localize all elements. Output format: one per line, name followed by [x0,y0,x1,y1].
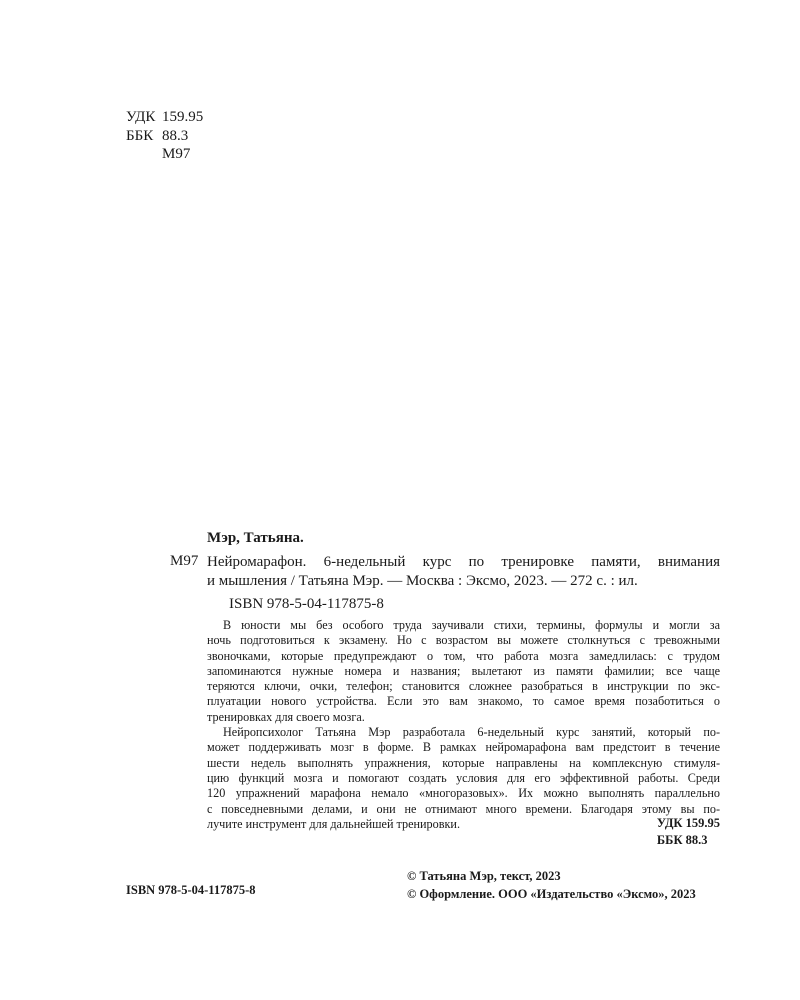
cutter-line [126,145,203,164]
bbk-label: ББК [126,127,154,144]
udk-right-line: УДК 159.95 [656,816,720,830]
annotation-line: шести недель выполнять упражнения, которые направлены на комплексную стимуля- [207,755,720,770]
annotation-line: лучите инструмент для дальнейшей тренировки. [207,816,460,831]
annotation-line: плуатации нового устройства. Если это вам знакомо, то самое время позаботиться о [207,694,720,709]
isbn-bottom: ISBN 978-5-04-117875-8 [126,883,256,897]
annotation-line: может поддерживать мозг в форме. В рамках нейромарафона вам предстоит в течение [207,740,720,755]
udc-bbk-right [657,815,720,849]
annotation-text [207,618,720,832]
title-description [207,553,720,591]
annotation-line: 120 упражнений марафона немало «многоразовых». Их можно выполнять параллельно [207,786,720,801]
entry-isbn: ISBN 978-5-04-117875-8 [229,596,384,612]
copyright-design: © Оформление. ООО «Издательство «Эксмо», 2023 [407,887,696,901]
author-heading: Мэр, Татьяна. [207,530,304,546]
copyright-text: © Татьяна Мэр, текст, 2023 [407,869,561,883]
copyright-block [407,867,696,903]
annotation-line: с повседневными делами, и они не отнимают много времени. Благодаря этому вы по- [207,801,720,816]
annotation-line: звоночками, которые предупреждают о том, что работа мозга замедлилась: с трудом [207,648,720,663]
annotation-line: тренировках для своего мозга. [207,709,365,724]
title-line: и мышления / Татьяна Мэр. — Москва : Эксмо, 2023. — 272 с. : ил. [207,573,638,589]
title-line: Нейромарафон. 6-недельный курс по тренировке памяти, внимания [207,554,720,570]
udk-label: УДК [126,109,156,125]
udk-value: 159.95 [162,109,204,125]
annotation-line: запоминаются нужные номера и названия; вылетают из памяти фамилии; все чаще [207,663,720,678]
bbk-value: 88.3 [162,127,189,144]
bbk-right-line: ББК 88.3 [656,833,708,847]
entry-cutter-code: М97 [170,553,199,569]
classification-block [126,108,203,164]
udk-line [126,108,203,127]
annotation-line: цию функций мозга и помогают создать условия для его эффективной работы. Среди [207,770,720,785]
cutter-code: М97 [162,146,191,162]
bbk-line [126,127,203,146]
annotation-line: Нейропсихолог Татьяна Мэр разработала 6-недельный курс занятий, который по- [223,725,720,740]
annotation-line: В юности мы без особого труда заучивали стихи, термины, формулы и могли за [223,618,720,632]
annotation-line: ночь подготовиться к экзамену. Но с возрастом вы можете столкнуться с тревожными [207,633,720,648]
annotation-line: теряются ключи, очки, телефон; становится сложнее разобраться в инструкции по экс- [207,679,720,694]
